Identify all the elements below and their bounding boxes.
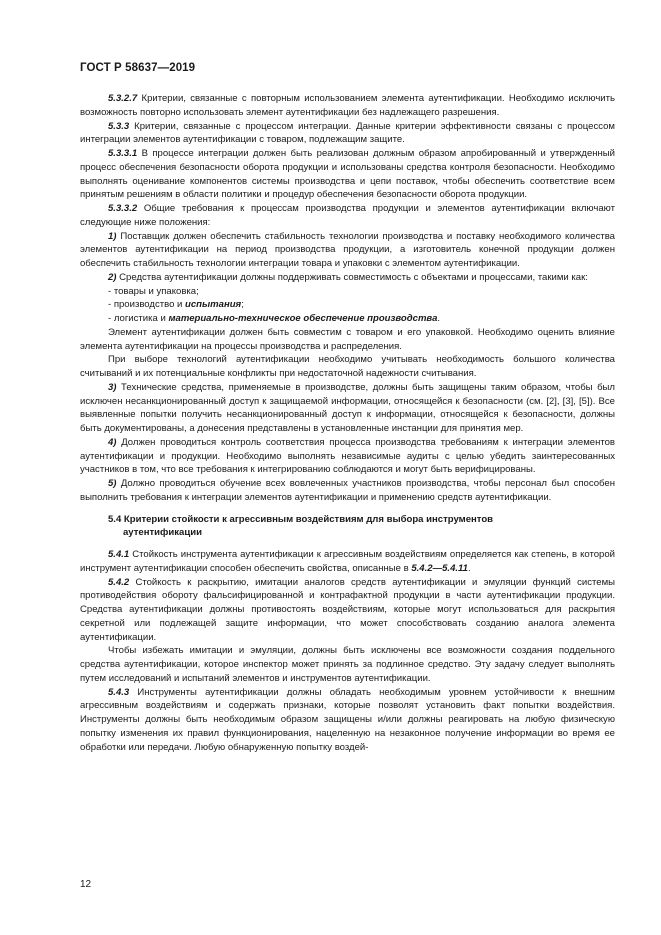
clause-text: Инструменты аутентификации должны обладать необходимым уровнем устойчивости к внешним агрессивным воздействиям и содержать признаки, которые позволят установить факт попытки воздействия. Инструменты должны быть необходимым образом защищены и/или должны реагировать на любую физическую попытку изменения их правил функционирования, нацеленную на незаконное получение информации во время ее обработки или передачи. Любую обнаруженную попытку воздей- [80, 686, 615, 753]
list-item-4 [80, 436, 615, 477]
clause-number: 5.3.2.7 [108, 93, 138, 104]
clause-number: 5.3.3.1 [108, 148, 138, 159]
bullet-goods: - товары и упаковка; [108, 285, 199, 297]
clause-text: Стойкость к раскрытию, имитации аналогов средств аутентификации и эмуляции функций системы противодействия обороту фальсифицированной и контрафактной продукции в части аутентификации продукции. Средства аутентификации должны противостоять воздействиям, которые могут использоваться для раскрытия секретной или подлежащей защите информации, что может способствовать созданию аналога элемента аутентификации. [80, 576, 615, 643]
paragraph-5-4-2 [80, 576, 615, 645]
paragraph-5-3-2-7 [80, 92, 615, 120]
item-number: 3) [108, 381, 117, 393]
bullet-text: - логистика и [108, 313, 169, 324]
emphasis-term: материально-техническое обеспечение производства [168, 313, 438, 324]
item-number: 2) [108, 271, 117, 283]
paragraph-5-4-1 [80, 548, 615, 576]
clause-text: Общие требования к процессам производства продукции и элементов аутентификации включают следующие ниже положения: [80, 203, 615, 228]
standard-header: ГОСТ Р 58637—2019 [80, 62, 196, 74]
clause-text: Критерии, связанные с повторным использованием элемента аутентификации. Необходимо исключить возможность повторно использовать элемент аутентификации без надлежащего разрешения. [80, 93, 615, 118]
paragraph-5-3-3 [80, 120, 615, 148]
section-gap [80, 540, 615, 548]
clause-number: 5.3.3.2 [108, 203, 138, 214]
clause-text: Критерии, связанные с процессом интеграции. Данные критерии эффективности связаны с процессом интеграции элементов аутентификации с товаром, подлежащим защите. [80, 120, 615, 146]
paragraph-avoid-imitation: Чтобы избежать имитации и эмуляции, должны быть исключены все возможности создания поддельного средства аутентификации, которое инспектор может принять за подлинное средство. Эту задачу следует выполнять путем исследований и испытаний элементов и инструментов аутентификации. [80, 645, 615, 684]
section-gap [80, 505, 615, 513]
clause-number: 5.4.2 [108, 576, 130, 588]
clause-number: 5.4.1 [108, 549, 130, 560]
page-number: 12 [80, 879, 92, 890]
bullet-logistics [80, 312, 615, 326]
bullet-production [80, 298, 615, 312]
item-number: 5) [108, 478, 117, 489]
paragraph-technology-choice: При выборе технологий аутентификации необходимо учитывать необходимость большого количества считываний и их потенциальные конфликты при недостаточной надежности считывания. [80, 354, 615, 379]
clause-end: . [467, 562, 471, 574]
bullet-text: - производство и [108, 299, 186, 311]
section-title-line: 5.4 Критерии стойкости к агрессивным воздействиям для выбора инструментов [108, 513, 494, 525]
list-item-5 [80, 477, 615, 505]
item-text: Средства аутентификации должны поддерживать совместимость с объектами и процессами, такими как: [116, 271, 588, 283]
paragraph-5-4-3 [80, 686, 615, 755]
list-item-3 [80, 381, 615, 436]
paragraph-5-3-3-1 [80, 147, 615, 202]
list-item-2 [80, 271, 615, 285]
item-number: 1) [108, 230, 117, 242]
item-text: Технические средства, применяемые в производстве, должны быть защищены таким образом, чтобы был исключен несанкционированный доступ к защищаемой информации, относящейся к безопасности (см. [2], [3], [5]). Все выявленные попытки получить несанкционированный доступ к информации, относящейся к безопасности, должны быть документированы, а донесения представлены в установленные инстанции для принятия мер. [80, 381, 615, 434]
section-title-5-4 [80, 513, 615, 541]
item-text: Должен проводиться контроль соответствия процесса производства требованиям к интеграции элементов аутентификации и продукции. Необходимо выполнять независимые аудиты с целью убедить заинтересованных участников в том, что все требования к интегрированию соблюдаются и могут быть верифицированы. [80, 436, 615, 476]
item-number: 4) [108, 436, 117, 448]
section-title-line: аутентификации [123, 527, 202, 539]
bullet-punct: . [437, 313, 441, 324]
item-text: Должно проводиться обучение всех вовлеченных участников производства, чтобы персонал был способен выполнить требования к интеграции элементов аутентификации и применению средств аутентификации. [80, 478, 615, 503]
document-body [80, 92, 615, 754]
clause-text: Стойкость инструмента аутентификации к агрессивным воздействиям определяется как степень, в которой инструмент аутентификации способен обеспечить свойства, описанные в [80, 549, 615, 574]
list-item-1 [80, 230, 615, 271]
item-text: Поставщик должен обеспечить стабильность технологии производства и поставку необходимого количества элементов аутентификации на период производства продукции, а изготовитель конечной продукции должен обеспечить стабильность технологии интеграции товара и упаковки с элементом аутентификации. [80, 230, 615, 269]
bullet-punct: ; [241, 299, 244, 311]
paragraph-5-3-3-2 [80, 202, 615, 230]
paragraph-compatibility: Элемент аутентификации должен быть совместим с товаром и его упаковкой. Необходимо оценить влияние элемента аутентификации на процессы производства и распределения. [80, 326, 615, 352]
clause-number: 5.3.3 [108, 120, 130, 132]
emphasis-term: испытания [185, 299, 242, 311]
clause-text: В процессе интеграции должен быть реализован должным образом апробированный и утвержденный процесс обеспечения безопасности оборота продукции и использованы средства контроля безопасности. Необходимо выполнять оценивание компонентов системы производства и цепи поставок, чтобы обеспечить соответствие всем принятым решениям в области политики и процедур обеспечения безопасности оборота продукции. [80, 148, 615, 201]
clause-reference: 5.4.2—5.4.11 [411, 562, 468, 574]
clause-number: 5.4.3 [108, 686, 130, 698]
